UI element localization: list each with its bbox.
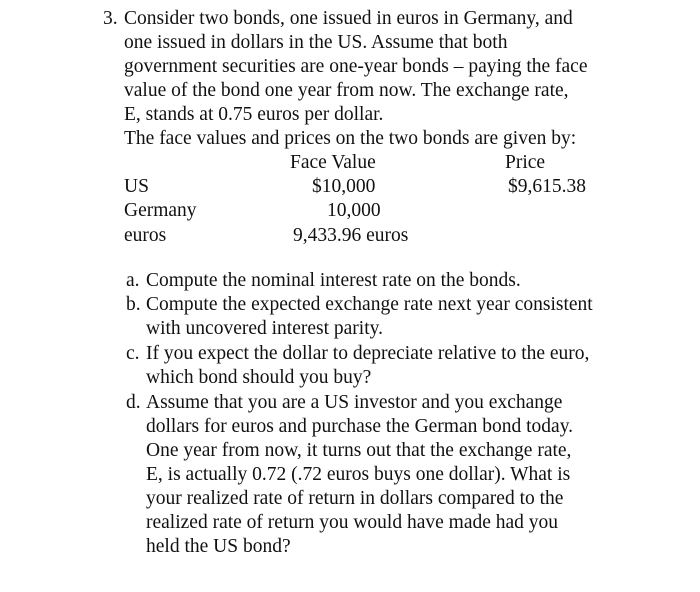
part-letter: d. — [126, 392, 141, 413]
part-line: Compute the nominal interest rate on the bonds. — [146, 270, 521, 291]
part-line: which bond should you buy? — [146, 367, 372, 388]
table-header-price: Price — [505, 152, 546, 173]
table-cell-face-value: 9,433.96 euros — [293, 225, 409, 246]
part-line: with uncovered interest parity. — [146, 318, 383, 339]
intro-line: one issued in dollars in the US. Assume that both — [124, 32, 508, 53]
intro-line: E, stands at 0.75 euros per dollar. — [124, 104, 384, 125]
part-letter: b. — [126, 294, 141, 315]
part-line: E, is actually 0.72 (.72 euros buys one dollar). What is — [146, 464, 571, 485]
intro-line: government securities are one-year bonds – paying the face — [124, 56, 588, 77]
table-cell-face-value: $10,000 — [312, 176, 376, 197]
table-header-face-value: Face Value — [290, 152, 376, 173]
part-letter: a. — [126, 270, 140, 291]
part-line: Assume that you are a US investor and you exchange — [146, 392, 563, 413]
part-line: realized rate of return you would have made had you — [146, 512, 559, 533]
part-line: If you expect the dollar to depreciate relative to the euro, — [146, 343, 590, 364]
question-number: 3. — [103, 8, 118, 29]
part-line: your realized rate of return in dollars compared to the — [146, 488, 564, 509]
table-row-label: US — [124, 176, 149, 197]
table-row-label: euros — [124, 225, 167, 246]
intro-line: value of the bond one year from now. The exchange rate, — [124, 80, 569, 101]
table-cell-face-value: 10,000 — [327, 200, 381, 221]
table-cell-price: $9,615.38 — [508, 176, 586, 197]
intro-line: The face values and prices on the two bonds are given by: — [124, 128, 577, 149]
part-line: One year from now, it turns out that the exchange rate, — [146, 440, 572, 461]
part-letter: c. — [126, 343, 140, 364]
table-row-label: Germany — [124, 200, 197, 221]
part-line: dollars for euros and purchase the German bond today. — [146, 416, 574, 437]
part-line: Compute the expected exchange rate next year consistent — [146, 294, 593, 315]
part-line: held the US bond? — [146, 536, 291, 557]
intro-line: Consider two bonds, one issued in euros in Germany, and — [124, 8, 573, 29]
